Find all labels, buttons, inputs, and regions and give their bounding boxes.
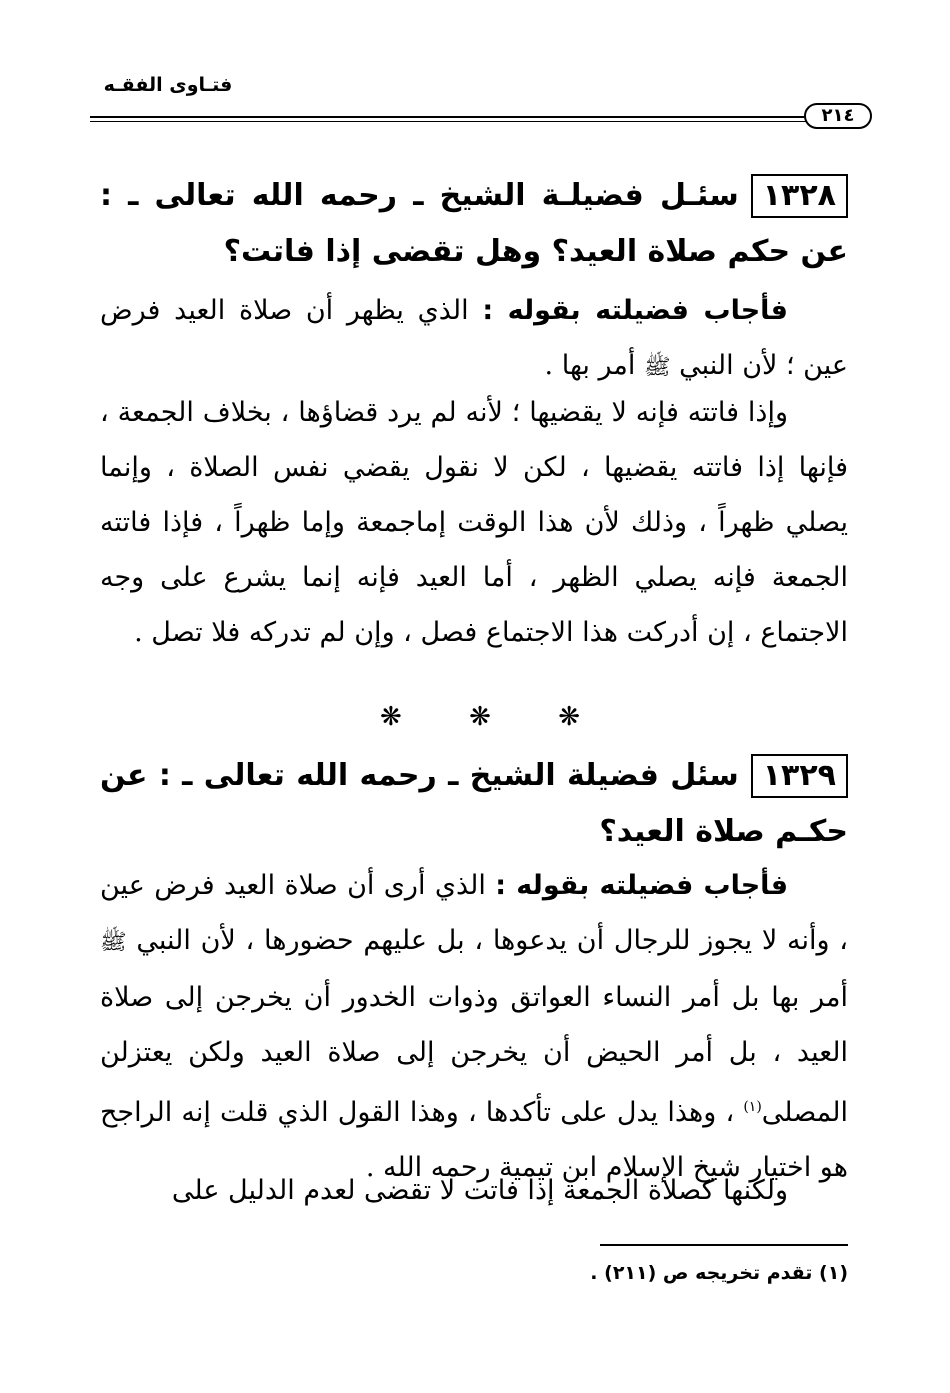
answer-1329-paragraph-2: ولكنها كصلاة الجمعة إذا فاتت لا تقضى لعدم الدليل على bbox=[171, 1175, 788, 1206]
question-text-1328: سئـل فضيلـة الشيخ ـ رحمه الله تعالى ـ : عن حكم صلاة العيد؟ وهل تقضى إذا فاتت؟ bbox=[100, 178, 848, 269]
running-title: فتـاوى الفقـه bbox=[103, 74, 233, 96]
footnote-rule bbox=[600, 1244, 848, 1246]
answer-1328-paragraph-2: وإذا فاتته فإنه لا يقضيها ؛ لأنه لم يرد قضاؤها ، بخلاف الجمعة ، فإنها إذا فاتته يقضيها ، لكن لا نقول يقضي نفس الصلاة ، وإنما يصلي ظهراً ، وذلك لأن هذا الوقت إماجمعة وإما ظهراً ، فإذا فاتته الجمعة فإنه يصلي الظهر ، أما العيد فإنه إنما يشرع على وجه الاجتماع ، إن أدركت هذا الاجتماع فصل ، وإن لم تدركه فلا تصل . bbox=[100, 397, 848, 648]
answer-1328-paragraph-1 bbox=[100, 283, 848, 395]
answer-lead-1328: فأجاب فضيلته بقوله : bbox=[482, 295, 788, 326]
answer-text-1329-b: أمر بها بل أمر النساء العواتق وذوات الخدور أن يخرجن إلى صلاة العيد ، بل أمر الحيض أن يخرجن إلى صلاة العيد ولكن يعتزلن المصلى bbox=[100, 982, 848, 1128]
answer-text-1328-b: أمر بها . bbox=[544, 350, 644, 381]
answer-lead-1329: فأجاب فضيلته بقوله : bbox=[495, 870, 788, 901]
header-rule-thin bbox=[90, 121, 806, 122]
question-1328 bbox=[100, 168, 848, 280]
header-rule bbox=[90, 116, 806, 118]
star-ornament: ❋ bbox=[469, 702, 491, 732]
fatwa-number-1329: ١٣٢٩ bbox=[751, 754, 848, 798]
page-number: ٢١٤ bbox=[804, 103, 872, 129]
star-ornament: ❋ bbox=[558, 702, 580, 732]
star-ornament: ❋ bbox=[380, 702, 402, 732]
answer-1329-paragraph-1 bbox=[100, 858, 848, 1195]
footnote: (١) تقدم تخريجه ص (٢١١) . bbox=[590, 1262, 848, 1284]
salutation-symbol: ﷺ bbox=[100, 930, 127, 955]
fatwa-number-1328: ١٣٢٨ bbox=[751, 174, 848, 218]
section-separator bbox=[380, 702, 580, 732]
answer-text-1329-a: الذي أرى أن صلاة العيد فرض عين ، وأنه لا يجوز للرجال أن يدعوها ، بل عليهم حضورها ، لأن النبي bbox=[100, 870, 848, 956]
footnote-marker: (١) bbox=[743, 1099, 762, 1115]
question-1329 bbox=[100, 748, 848, 860]
salutation-symbol: ﷺ bbox=[643, 355, 671, 380]
question-text-1329: سئل فضيلة الشيخ ـ رحمه الله تعالى ـ : عن حكـم صلاة العيد؟ bbox=[100, 758, 848, 849]
answer-text-1328-a: الذي يظهر أن صلاة العيد فرض عين ؛ لأن النبي bbox=[100, 295, 848, 381]
answer-text-1329-c: ، وهذا يدل على تأكدها ، وهذا القول الذي قلت إنه الراجح هو اختيار شيخ الإسلام ابن تيمية رحمه الله . bbox=[100, 1097, 848, 1183]
